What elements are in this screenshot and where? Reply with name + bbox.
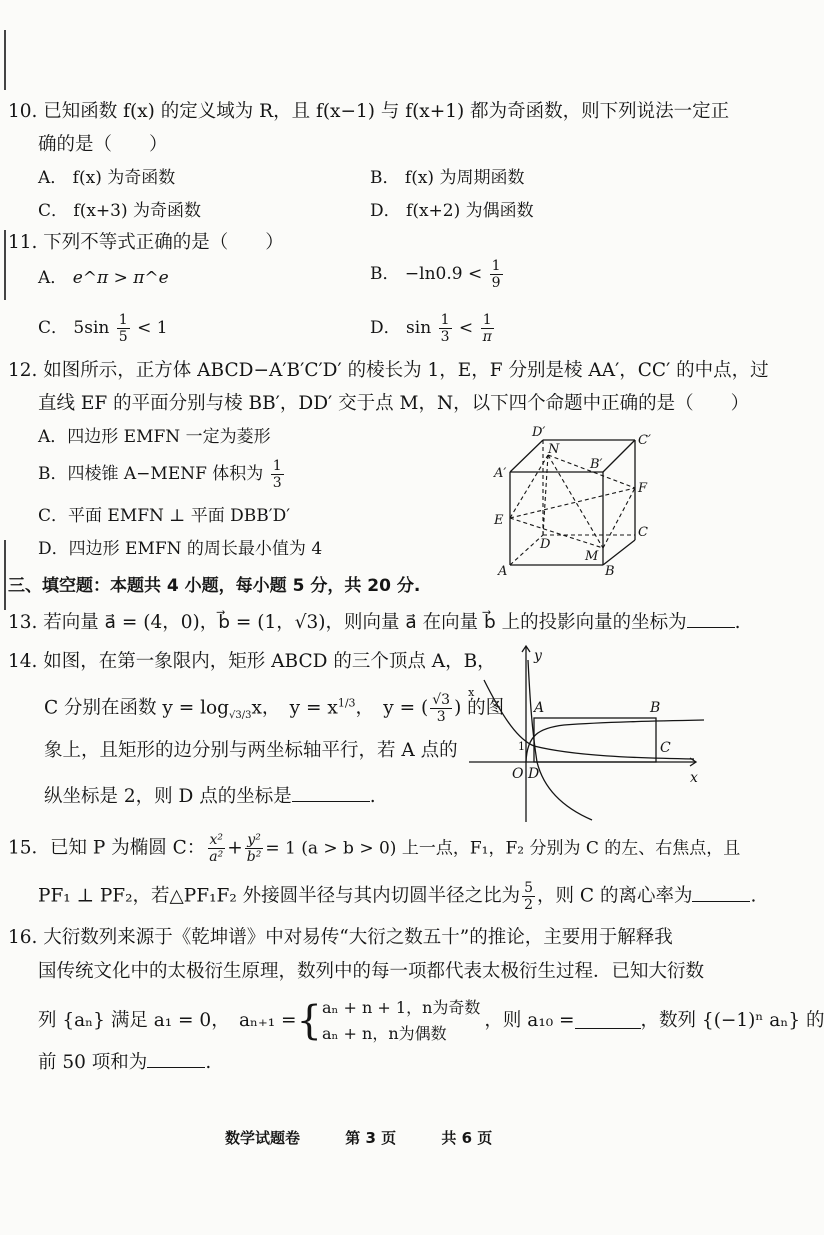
q12-b-text: B．四棱锥 A−MENF 体积为 — [38, 464, 264, 484]
q14-base-fraction — [430, 692, 452, 725]
q15-l1-pre: 15．已知 P 为椭圆 C： — [8, 837, 206, 859]
q10-stem-line2: 确的是（ ） — [38, 134, 168, 155]
q15-ratio-num: 5 — [524, 880, 534, 896]
q12-option-a: A．四边形 EMFN 一定为菱形 — [38, 427, 271, 447]
label-D: D — [540, 537, 551, 552]
q14-stem-end: 纵坐标是 2，则 D 点的坐标是 — [44, 786, 292, 807]
graph-label-A: A — [534, 700, 545, 716]
q16-line4: 前 50 项和为 . — [38, 1052, 212, 1073]
q11-b-expr: −ln0.9 < — [404, 264, 483, 284]
q15-plus: + — [227, 837, 243, 859]
q16-l3-post: ，数列 {(−1)ⁿ aₙ} 的 — [640, 1010, 824, 1031]
q11-c-num: 1 — [118, 312, 128, 328]
q15-line1 — [8, 832, 740, 865]
q12-stem-line1: 12. 如图所示，正方体 ABCD−A′B′C′D′ 的棱长为 1，E，F 分别是棱 AA′，CC′ 的中点，过 — [8, 360, 769, 381]
q10-option-c: C． f(x+3) 为奇函数 — [38, 201, 202, 221]
q11-d-num2: 1 — [482, 312, 492, 328]
q15-num2: y² — [247, 832, 261, 848]
q14-line2 — [44, 686, 510, 727]
cube-edge — [603, 440, 635, 472]
label-Cp: C′ — [638, 433, 651, 448]
section-edge — [603, 488, 635, 548]
q11-d-fraction1 — [439, 312, 452, 345]
label-F: F — [638, 481, 648, 496]
q14-line1: 14. 如图，在第一象限内，矩形 ABCD 的三个顶点 A，B， — [8, 651, 496, 672]
q14-l2-mid2: ， y = ( — [355, 697, 429, 719]
q13-text: 13. 若向量 a⃗ = (4，0)，b⃗ = (1，√3)，则向量 a⃗ 在向量 b⃗ 上的投影向量的坐标为 . — [8, 612, 741, 633]
section-edge — [510, 455, 548, 518]
q10-option-a: A． f(x) 为奇函数 — [38, 168, 176, 188]
q16-a10-blank[interactable] — [575, 1014, 641, 1029]
graph-label-1: 1 — [518, 740, 525, 753]
label-C: C — [638, 525, 648, 540]
q16-l3-mid: ，则 a₁₀ = — [484, 1010, 575, 1031]
q15-answer-blank[interactable] — [692, 887, 750, 902]
label-Bp: B′ — [590, 457, 603, 472]
q15-x-fraction — [207, 832, 225, 865]
q14-answer-blank[interactable] — [292, 787, 370, 802]
q16-piecewise — [322, 995, 480, 1047]
q11-option-b — [370, 258, 505, 291]
footer-paper-name: 数学试题卷 — [225, 1129, 301, 1147]
log-curve — [528, 660, 592, 820]
footer-total-pages: 共 6 页 — [441, 1129, 493, 1147]
q14-exp-x: x — [468, 686, 475, 700]
page-footer — [225, 1127, 532, 1148]
q12-option-d: D．四边形 EMFN 的周长最小值为 4 — [38, 539, 323, 559]
section-diagonal — [510, 488, 635, 518]
label-B: B — [605, 564, 615, 579]
q15-l2-post: ，则 C 的离心率为 — [537, 885, 693, 907]
q13-answer-blank[interactable] — [687, 613, 735, 628]
label-N: N — [548, 442, 560, 457]
section-edge — [510, 518, 603, 548]
q16-line3 — [38, 996, 824, 1046]
q16-sum-blank[interactable] — [147, 1053, 205, 1068]
q16-brace: { — [296, 998, 322, 1044]
q14-power: 1/3 — [337, 696, 356, 710]
q14-l2-mid: x， y = x — [251, 697, 338, 719]
q10-option-d: D． f(x+2) 为偶函数 — [370, 201, 534, 221]
q11-a-label: A． — [38, 268, 68, 288]
q11-d-label: D． — [370, 318, 401, 338]
label-A: A — [498, 564, 508, 579]
q16-case-odd: aₙ + n + 1，n为奇数 — [322, 998, 481, 1017]
graph-label-x: x — [690, 770, 698, 786]
q11-c-den: 5 — [118, 329, 128, 345]
cube-hidden-edge — [510, 535, 543, 565]
label-Ap: A′ — [494, 466, 507, 481]
cube-root-curve — [526, 720, 704, 762]
label-E: E — [494, 513, 504, 528]
q11-d-fraction2 — [481, 312, 494, 345]
q11-d-pre: sin — [406, 318, 432, 338]
q15-l1-post: = 1 (a > b > 0) 上一点，F₁，F₂ 分别为 C 的左、右焦点，且 — [265, 838, 741, 859]
q12-b-fraction — [271, 458, 284, 491]
binding-edge-mark — [4, 30, 6, 90]
q11-option-d — [370, 312, 496, 345]
q11-c-pre: 5sin — [73, 318, 110, 338]
section-three-heading: 三、填空题：本题共 4 小题，每小题 5 分，共 20 分. — [8, 576, 421, 596]
q13-stem: 13. 若向量 a⃗ = (4，0)，b⃗ = (1，√3)，则向量 a⃗ 在向量 b⃗ 上的投影向量的坐标为 — [8, 612, 687, 633]
graph-label-D: D — [528, 766, 540, 782]
q15-num1: x² — [209, 832, 224, 848]
graph-label-B: B — [650, 700, 661, 716]
cube-figure — [480, 420, 680, 582]
q12-b-num: 1 — [272, 458, 282, 474]
q11-option-c — [38, 312, 168, 345]
q14-frac-den: 3 — [436, 709, 446, 725]
q16-line2: 国传统文化中的太极衍生原理，数列中的每一项都代表太极衍生过程．已知大衍数 — [38, 961, 705, 982]
q12-stem-line2: 直线 EF 的平面分别与棱 BB′，DD′ 交于点 M，N，以下四个命题中正确的是（ ） — [38, 393, 750, 414]
q14-frac-num: √3 — [432, 692, 451, 708]
q11-option-a — [38, 267, 169, 289]
label-M: M — [585, 549, 599, 564]
q14-l2-pre: C 分别在函数 y = log — [44, 697, 230, 719]
section-diagonal — [543, 455, 548, 535]
graph-label-O: O — [512, 766, 524, 782]
q15-y-fraction — [245, 832, 264, 865]
q14-line4: 纵坐标是 2，则 D 点的坐标是 . — [44, 786, 376, 807]
q15-den2: b² — [246, 849, 262, 865]
q11-b-num: 1 — [491, 258, 501, 274]
cube-edge — [510, 440, 543, 472]
cube-edge — [603, 540, 635, 565]
q11-d-mid: < — [458, 318, 474, 338]
q14-line3: 象上，且矩形的边分别与两坐标轴平行，若 A 点的 — [44, 740, 458, 761]
q16-l3-pre: 列 {aₙ} 满足 a₁ = 0， aₙ₊₁ = — [38, 1010, 297, 1031]
q15-ratio-den: 2 — [524, 897, 534, 913]
q11-stem: 11. 下列不等式正确的是（ ） — [8, 232, 284, 253]
binding-edge-mark — [4, 540, 6, 610]
q12-b-den: 3 — [272, 475, 282, 491]
q11-b-den: 9 — [491, 275, 501, 291]
graph-label-y: y — [534, 648, 542, 664]
q15-line2: PF₁ ⊥ PF₂，若△PF₁F₂ 外接圆半径与其内切圆半径之比为 $\frac{5}{2}$ ，则 C 的离心率为 . — [38, 880, 757, 913]
q12-option-c: C．平面 EMFN ⊥ 平面 DBB′D′ — [38, 506, 291, 526]
q11-b-fraction — [490, 258, 503, 291]
q10-option-b: B． f(x) 为周期函数 — [370, 168, 525, 188]
q11-b-label: B． — [370, 264, 400, 284]
label-Dp: D′ — [532, 425, 546, 440]
function-graph — [464, 640, 704, 825]
q16-l4: 前 50 项和为 — [38, 1052, 148, 1073]
q12-option-b — [38, 458, 286, 491]
footer-page-number: 第 3 页 — [345, 1129, 397, 1147]
q16-line1: 16. 大衍数列来源于《乾坤谱》中对易传“大衍之数五十”的推论，主要用于解释我 — [8, 927, 673, 948]
q14-l2-close: ) 的图 — [454, 697, 505, 719]
q15-ratio-fraction — [522, 880, 535, 913]
q11-d-den2: π — [482, 329, 492, 345]
q11-c-post: < 1 — [137, 318, 168, 338]
q15-l2-pre: PF₁ ⊥ PF₂，若△PF₁F₂ 外接圆半径与其内切圆半径之比为 — [38, 885, 521, 907]
binding-edge-mark — [4, 230, 6, 300]
q11-a-expr: e^π > π^e — [72, 268, 169, 288]
q11-d-den1: 3 — [440, 329, 450, 345]
q16-case-even: aₙ + n，n为偶数 — [322, 1024, 447, 1043]
q11-d-num1: 1 — [440, 312, 450, 328]
q10-stem-line1: 10. 已知函数 f(x) 的定义域为 R，且 f(x−1) 与 f(x+1) 都为奇函数，则下列说法一定正 — [8, 101, 730, 122]
q11-c-fraction — [117, 312, 130, 345]
q14-log-base: √3/3 — [229, 710, 252, 722]
q15-den1: a² — [209, 849, 224, 865]
q11-c-label: C． — [38, 318, 69, 338]
graph-label-C: C — [660, 740, 671, 756]
